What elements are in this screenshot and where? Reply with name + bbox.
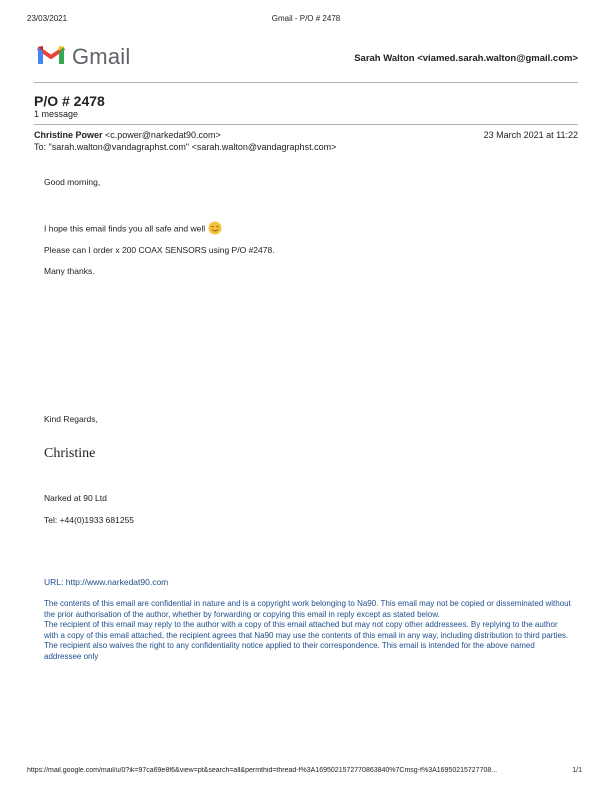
url-line	[44, 577, 168, 587]
body-line-2: Please can I order x 200 COAX SENSORS using P/O #2478.	[44, 245, 275, 255]
body-line-3: Many thanks.	[44, 266, 95, 276]
greeting: Good morning,	[44, 177, 101, 187]
sender-email[interactable]: <c.power@narkedat90.com>	[105, 130, 221, 140]
url-label: URL:	[44, 577, 66, 587]
company-name: Narked at 90 Ltd	[44, 493, 107, 503]
disclaimer	[44, 599, 574, 663]
sender-name: Christine Power	[34, 130, 103, 140]
regards: Kind Regards,	[44, 414, 98, 424]
smiling-face-icon	[208, 221, 222, 237]
print-page-number: 1/1	[572, 767, 582, 774]
thread-subject: P/O # 2478	[34, 93, 105, 109]
print-date: 23/03/2021	[27, 14, 68, 23]
recipient-line: To: "sarah.walton@vandagraphst.com" <sarah.walton@vandagraphst.com>	[34, 142, 337, 152]
signature-name: Christine	[44, 446, 96, 461]
gmail-logo-text: Gmail	[72, 43, 131, 69]
disclaimer-paragraph-2: The recipient of this email may reply to the author with a copy of this email attached but may not copy other addressees. By replying to the author with a copy of this email attached, the recipient agrees that Na90 may use the contents of this email in any way, including distribution to third parties. The recipient also waives the right to any confidentiality notice applied to their correspondence. This email is intended for the above named addressee only	[44, 620, 569, 661]
gmail-m-icon	[36, 42, 66, 71]
print-footer-url: https://mail.google.com/mail/u/0?ik=97ca69e8f6&view=pt&search=all&permthid=thread-f%3A1695021572770863840%7Cmsg-f%3A16950215727708...	[27, 767, 498, 774]
gmail-logo[interactable]	[36, 42, 130, 71]
company-url-link[interactable]: http://www.narkedat90.com	[65, 577, 169, 587]
print-title: Gmail - P/O # 2478	[271, 14, 341, 23]
body-line-1	[44, 221, 222, 237]
sender-line	[34, 130, 221, 140]
message-count: 1 message	[34, 109, 79, 119]
header-divider	[34, 82, 578, 83]
message-date: 23 March 2021 at 11:22	[483, 130, 578, 140]
disclaimer-paragraph-1: The contents of this email are confidential in nature and is a copyright work belonging to Na90. This email may not be copied or disseminated without the prior authorisation of the author, whether by forwarding or copying this email in reply except as stated below.	[44, 599, 571, 619]
phone-number: Tel: +44(0)1933 681255	[44, 515, 135, 525]
body-line-1-text: I hope this email finds you all safe and well	[44, 223, 206, 234]
subject-divider	[34, 124, 578, 125]
account-label: Sarah Walton <viamed.sarah.walton@gmail.com>	[354, 53, 578, 64]
